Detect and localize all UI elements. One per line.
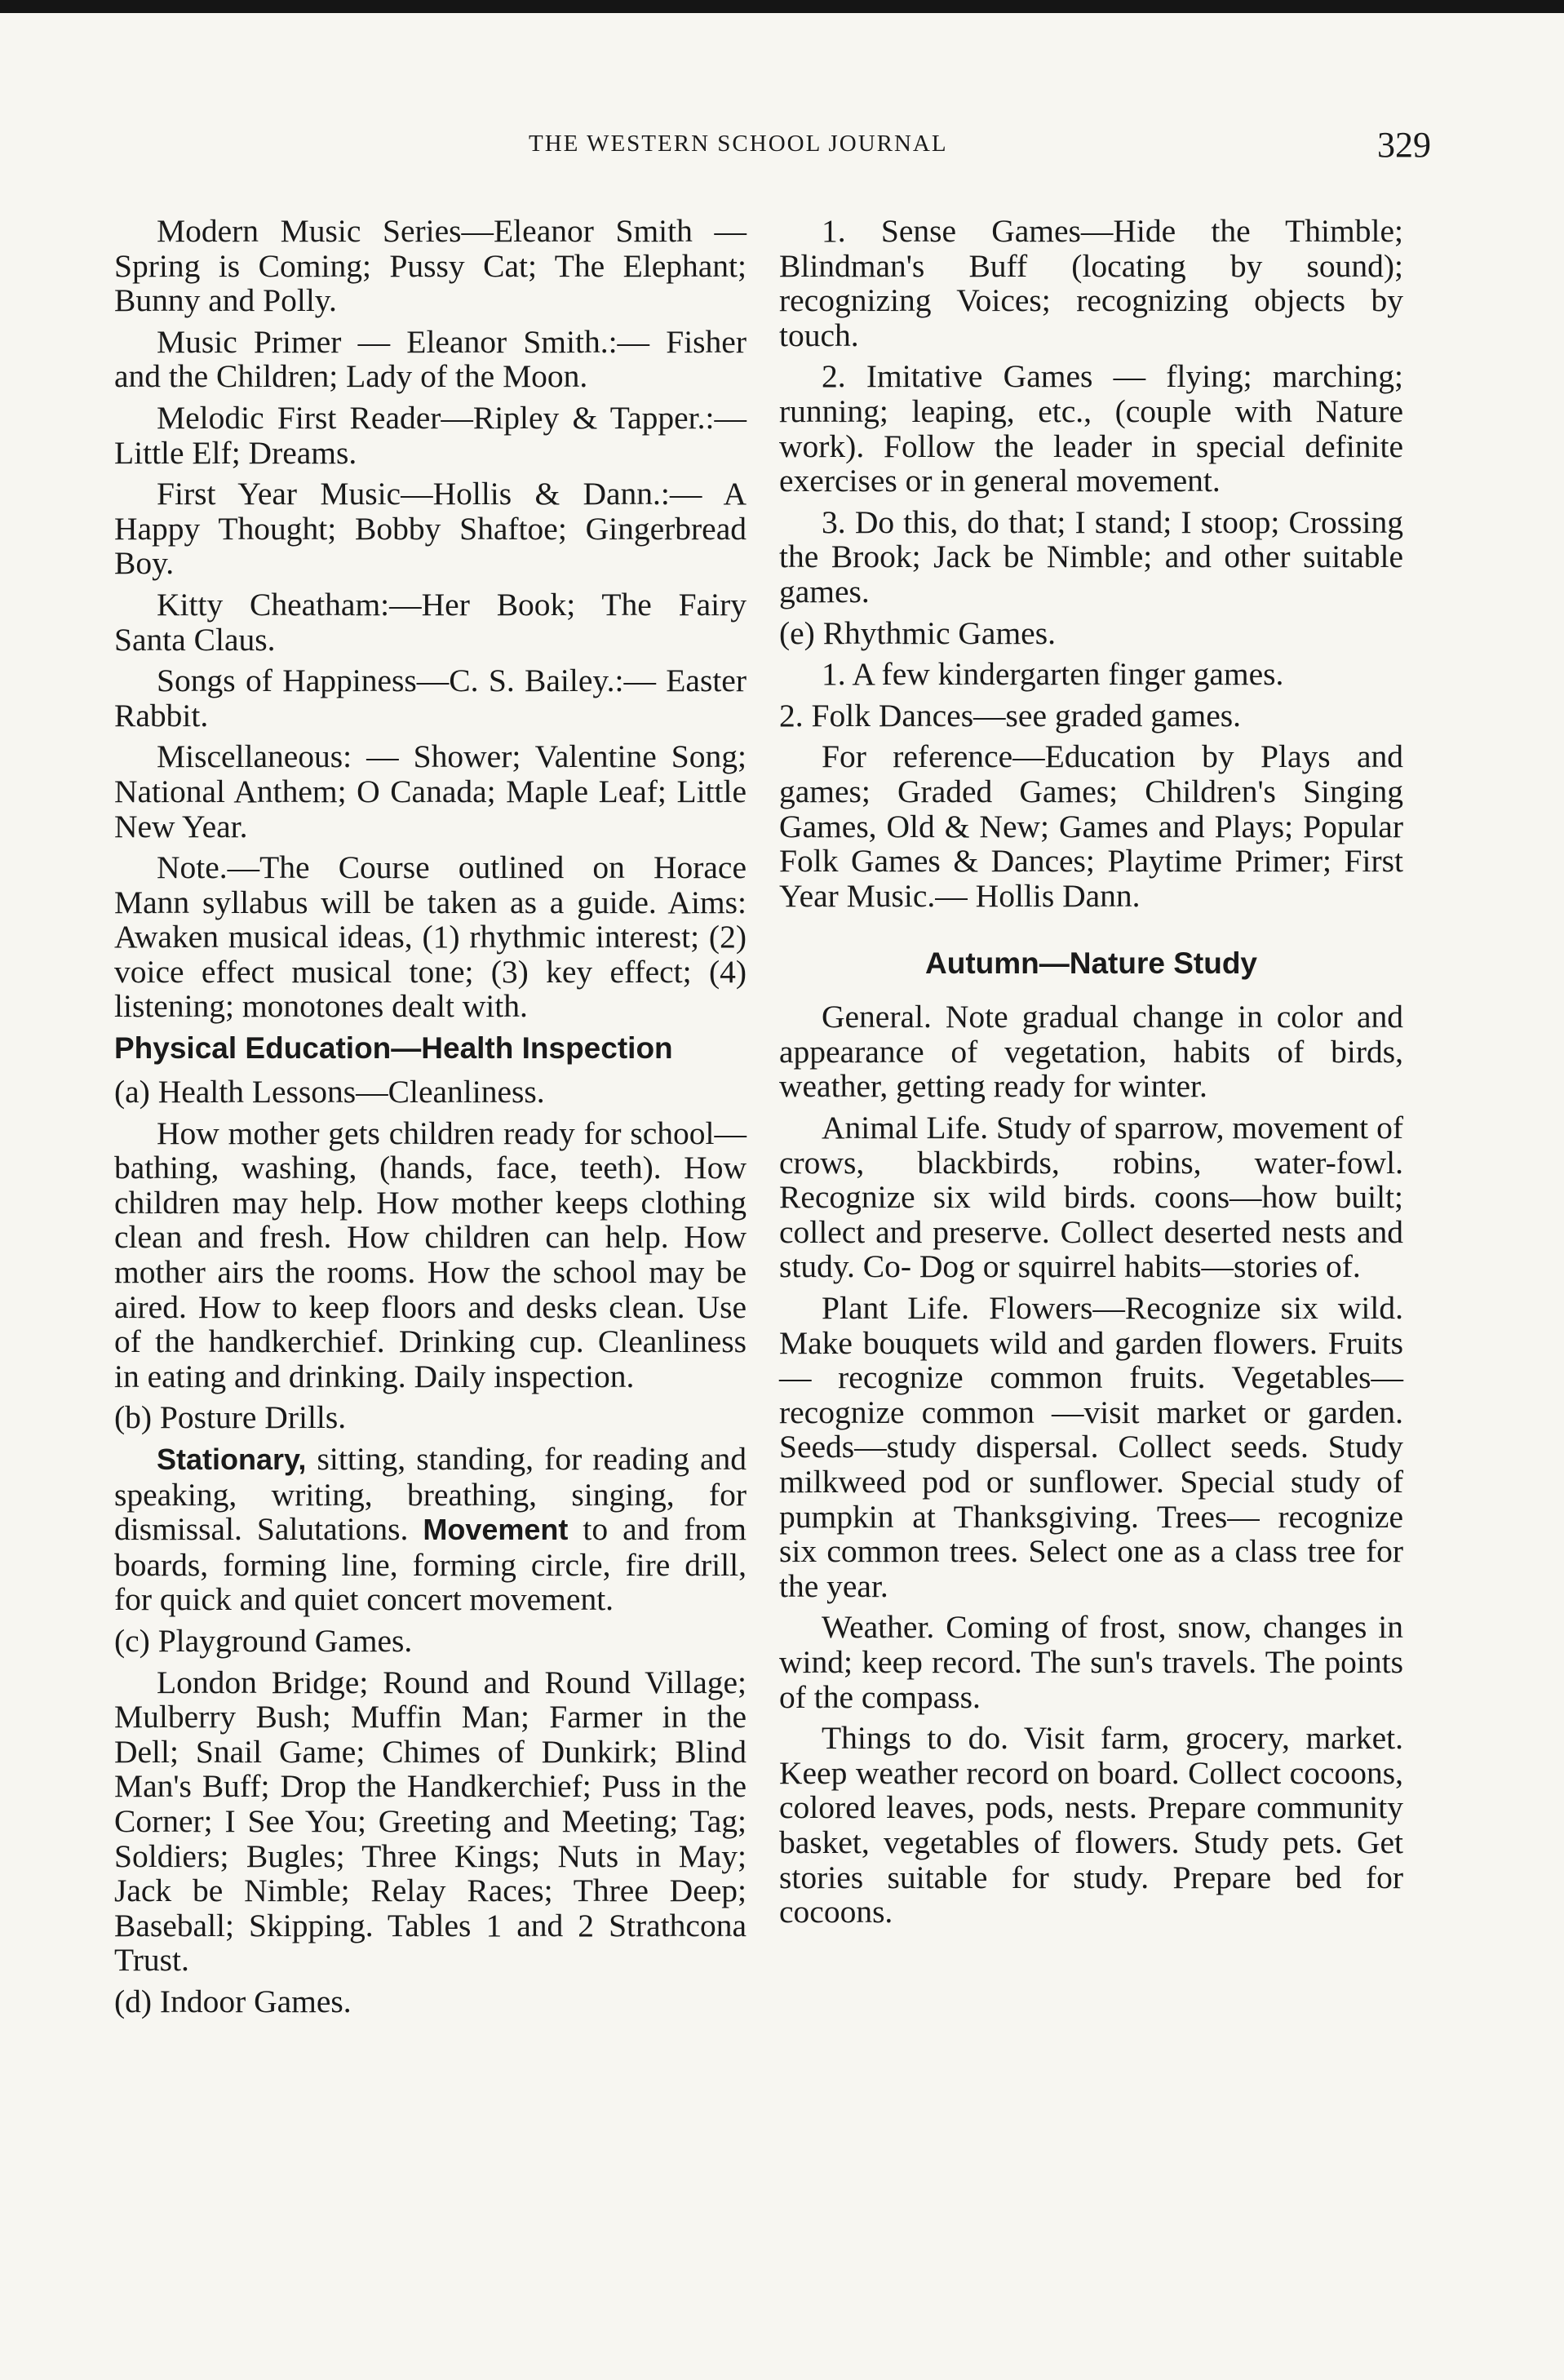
paragraph-playground-games: London Bridge; Round and Round Village; Mulberry Bush; Muffin Man; Farmer in the Dell; Snail Game; Chimes of Dunkirk; Blind Man's Buff; Drop the Handkerchief; Puss in the Corner; I See You; Greeting and Meeting; Tag; Soldiers; Bugles; Three Kings; Nuts in May; Jack be Nimble; Relay Races; Three Deep; Baseball; Skipping. Tables 1 and 2 Strathcona Trust. bbox=[114, 1664, 747, 1979]
paragraph-finger-games: 1. A few kindergarten finger games. bbox=[822, 656, 1284, 693]
paragraph-sense-games: 1. Sense Games—Hide the Thimble; Blindman's Buff (locating by sound); recognizing Voices; recognizing objects by touch. bbox=[779, 213, 1403, 353]
paragraph-plant-life: Plant Life. Flowers—Recognize six wild. Make bouquets wild and garden flowers. Fruits — recognize common fruits. Vegetables—recognize common —visit market or garden. Seeds—study dispersal. Collect seeds. Study milkweed pod or sunflower. Special study of pumpkin at Thanksgiving. Trees— recognize six common trees. Select one as a class tree for the year. bbox=[779, 1290, 1403, 1604]
right-column bbox=[779, 214, 1403, 1936]
stationary-label: Stationary, bbox=[157, 1443, 307, 1476]
page-header bbox=[0, 125, 1564, 179]
scan-top-edge bbox=[0, 0, 1564, 13]
item-d-indoor-games: (d) Indoor Games. bbox=[114, 1983, 352, 2019]
paragraph-modern-music: Modern Music Series—Eleanor Smith —Spring is Coming; Pussy Cat; The Elephant; Bunny and Polly. bbox=[114, 213, 747, 319]
item-c-playground-games: (c) Playground Games. bbox=[114, 1622, 413, 1659]
paragraph-do-this-do-that: 3. Do this, do that; I stand; I stoop; Crossing the Brook; Jack be Nimble; and other suitable games. bbox=[779, 503, 1403, 609]
paragraph-kitty-cheatham: Kitty Cheatham:—Her Book; The Fairy Santa Claus. bbox=[114, 586, 747, 658]
paragraph-melodic-reader: Melodic First Reader—Ripley & Tapper.:—Little Elf; Dreams. bbox=[114, 399, 747, 471]
paragraph-for-reference: For reference—Education by Plays and games; Graded Games; Children's Singing Games, Old & New; Games and Plays; Popular Folk Games & Dances; Playtime Primer; First Year Music.— Hollis Dann. bbox=[779, 738, 1403, 914]
paragraph-folk-dances: 2. Folk Dances—see graded games. bbox=[779, 697, 1241, 734]
paragraph-first-year-music: First Year Music—Hollis & Dann.:— A Happy Thought; Bobby Shaftoe; Gingerbread Boy. bbox=[114, 476, 747, 582]
running-head: THE WESTERN SCHOOL JOURNAL bbox=[529, 131, 948, 157]
paragraph-animal-life: Animal Life. Study of sparrow, movement of crows, blackbirds, robins, water-fowl. Recognize six wild birds. coons—how built; collect and preserve. Collect deserted nests and study. Co- Dog or squirrel habits—stories of. bbox=[779, 1110, 1403, 1285]
paragraph-things-to-do: Things to do. Visit farm, grocery, market. Keep weather record on board. Collect cocoons, colored leaves, pods, nests. Prepare community basket, vegetables of flowers. Study pets. Get stories suitable for study. Prepare bed for cocoons. bbox=[779, 1720, 1403, 1930]
left-column bbox=[114, 214, 747, 2026]
paragraph-music-primer: Music Primer — Eleanor Smith.:— Fisher and the Children; Lady of the Moon. bbox=[114, 323, 747, 395]
heading-autumn-nature-study: Autumn—Nature Study bbox=[925, 946, 1257, 981]
paragraph-imitative-games: 2. Imitative Games — flying; marching; running; leaping, etc., (couple with Nature work). Follow the leader in special definite exercises or in general movement. bbox=[779, 358, 1403, 499]
movement-label: Movement bbox=[423, 1513, 569, 1547]
item-e-rhythmic-games: (e) Rhythmic Games. bbox=[779, 614, 1056, 651]
paragraph-note: Note.—The Course outlined on Horace Mann syllabus will be taken as a guide. Aims: Awaken musical ideas, (1) rhythmic interest; (2) voice effect musical tone; (3) key effect; (4) listening; monotones dealt with. bbox=[114, 849, 747, 1025]
paragraph-weather: Weather. Coming of frost, snow, changes in wind; keep record. The sun's travels. The points of the compass. bbox=[779, 1609, 1403, 1715]
item-b-posture-drills: (b) Posture Drills. bbox=[114, 1399, 347, 1436]
item-a-health-lessons: (a) Health Lessons—Cleanliness. bbox=[114, 1074, 545, 1110]
movement-text: to and from boards, forming line, forming circle, fire drill, for quick and quiet concert movement. bbox=[114, 1511, 747, 1618]
page-number: 329 bbox=[1377, 125, 1431, 165]
heading-physical-education: Physical Education—Health Inspection bbox=[114, 1031, 673, 1066]
paragraph-health-lessons: How mother gets children ready for school—bathing, washing, (hands, face, teeth). How children may help. How mother keeps clothing clean and fresh. How children can help. How mother airs the rooms. How the school may be aired. How to keep floors and desks clean. Use of the handkerchief. Drinking cup. Cleanliness in eating and drinking. Daily inspection. bbox=[114, 1115, 747, 1394]
paragraph-miscellaneous: Miscellaneous: — Shower; Valentine Song; National Anthem; O Canada; Maple Leaf; Little New Year. bbox=[114, 738, 747, 844]
paragraph-general: General. Note gradual change in color and appearance of vegetation, habits of birds, weather, getting ready for winter. bbox=[779, 999, 1403, 1105]
paragraph-stationary bbox=[114, 1442, 747, 1617]
stationary-text: sitting, standing, for reading and speaking, writing, breathing, singing, for dismissal. Salutations. bbox=[114, 1441, 747, 1548]
paragraph-songs-of-happiness: Songs of Happiness—C. S. Bailey.:— Easter Rabbit. bbox=[114, 663, 747, 734]
